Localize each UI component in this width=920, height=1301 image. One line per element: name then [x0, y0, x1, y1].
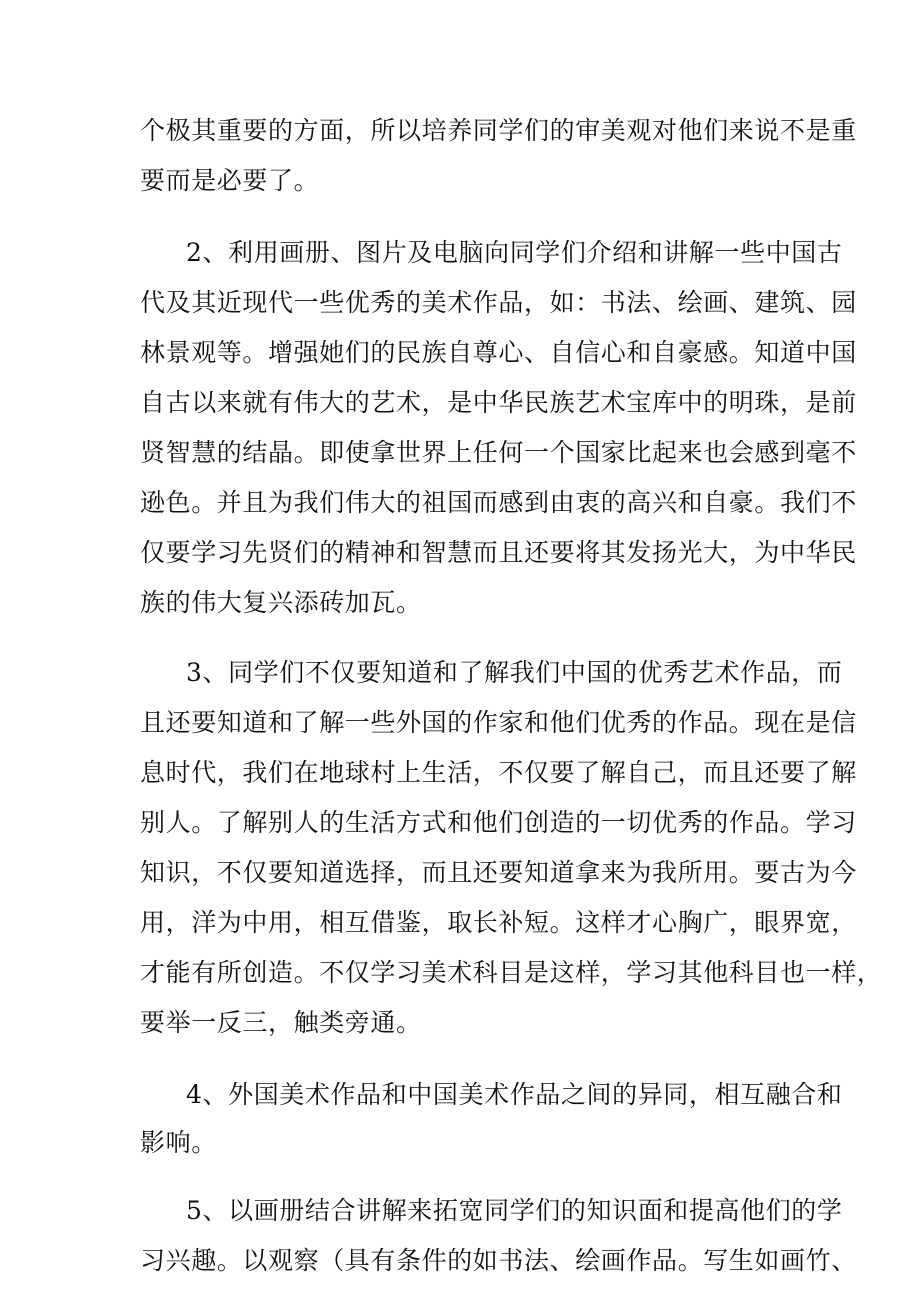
text-line: 逊色。并且为我们伟大的祖国而感到由衷的高兴和自豪。我们不 [140, 488, 857, 517]
text-line: 息时代，我们在地球村上生活，不仅要了解自己，而且还要了解 [140, 758, 857, 787]
text-line: 个极其重要的方面，所以培养同学们的审美观对他们来说不是重 [140, 116, 857, 145]
text-line: 林景观等。增强她们的民族自尊心、自信心和自豪感。知道中国 [140, 338, 857, 367]
text-line: 4、外国美术作品和中国美术作品之间的异同，相互融合和 [186, 1080, 843, 1109]
text-line: 习兴趣。以观察（具有条件的如书法、绘画作品。写生如画竹、 [140, 1246, 857, 1275]
text-line: 3、同学们不仅要知道和了解我们中国的优秀艺术作品，而 [186, 658, 843, 687]
text-line: 别人。了解别人的生活方式和他们创造的一切优秀的作品。学习 [140, 808, 857, 837]
text-line: 贤智慧的结晶。即使拿世界上任何一个国家比起来也会感到毫不 [140, 438, 857, 467]
text-line: 族的伟大复兴添砖加瓦。 [140, 588, 422, 617]
text-line: 仅要学习先贤们的精神和智慧而且还要将其发扬光大，为中华民 [140, 538, 857, 567]
text-line: 知识，不仅要知道选择，而且还要知道拿来为我所用。要古为今 [140, 858, 857, 887]
text-line: 用，洋为中用，相互借鉴，取长补短。这样才心胸广，眼界宽， [140, 908, 857, 937]
text-line: 要而是必要了。 [140, 166, 320, 195]
text-line: 才能有所创造。不仅学习美术科目是这样，学习其他科目也一样， [140, 958, 883, 987]
text-line: 要举一反三，触类旁通。 [140, 1008, 422, 1037]
text-line: 5、以画册结合讲解来拓宽同学们的知识面和提高他们的学 [186, 1196, 843, 1225]
text-line: 代及其近现代一些优秀的美术作品，如：书法、绘画、建筑、园 [140, 288, 857, 317]
text-line: 自古以来就有伟大的艺术，是中华民族艺术宝库中的明珠，是前 [140, 388, 857, 417]
text-line: 影响。 [140, 1128, 217, 1157]
text-line: 2、利用画册、图片及电脑向同学们介绍和讲解一些中国古 [186, 238, 843, 267]
text-line: 且还要知道和了解一些外国的作家和他们优秀的作品。现在是信 [140, 708, 857, 737]
